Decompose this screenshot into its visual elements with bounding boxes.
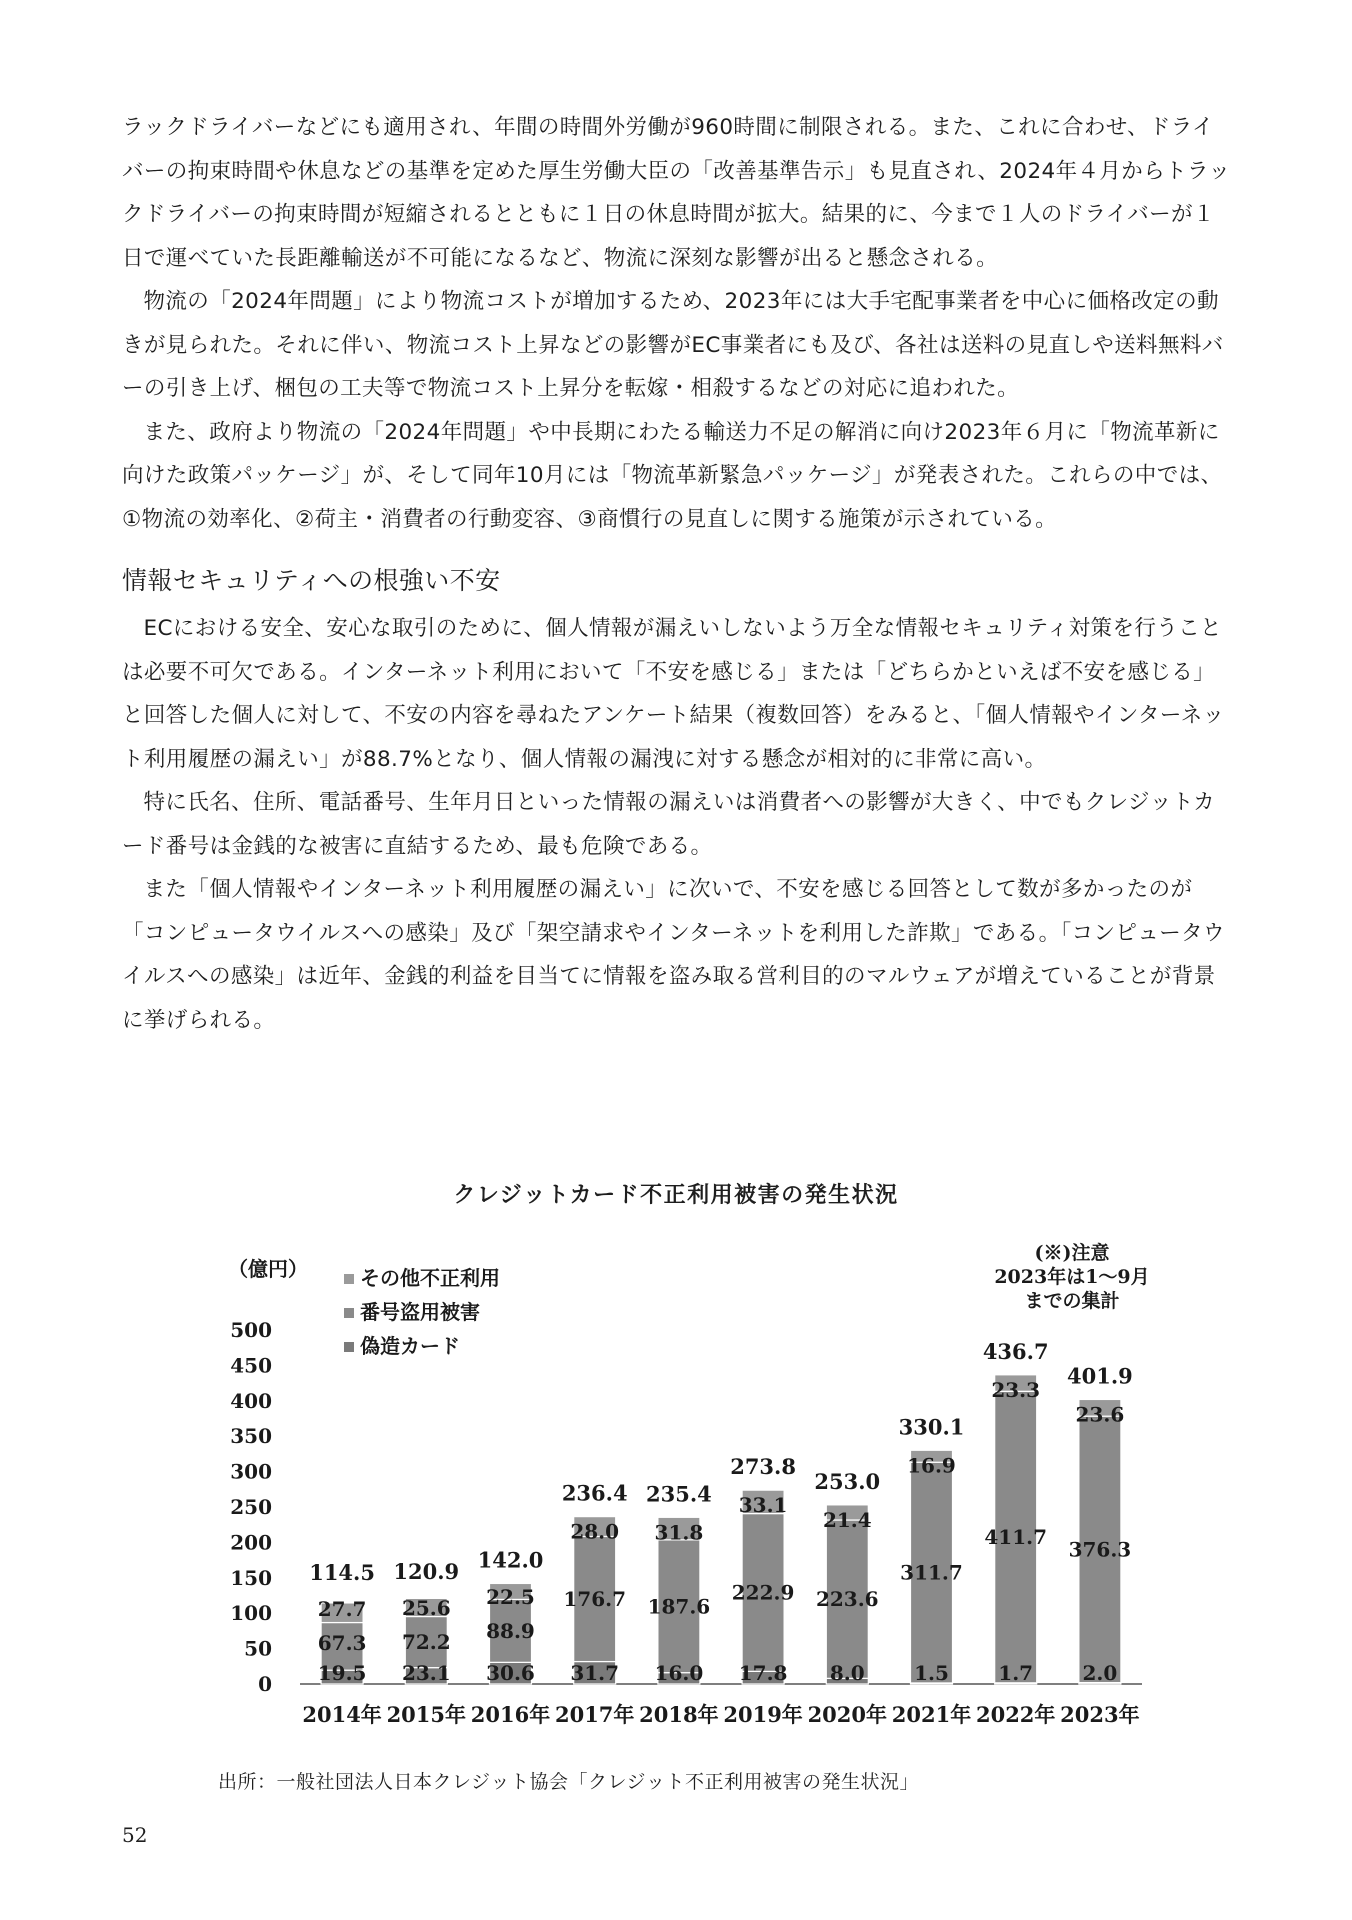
data-label-other: 27.7: [317, 1597, 367, 1621]
x-tick-label: 2023年: [1060, 1702, 1140, 1727]
y-axis-label: （億円）: [228, 1257, 308, 1281]
data-label-forged: 2.0: [1082, 1661, 1118, 1685]
data-label-number-theft: 223.6: [815, 1587, 879, 1612]
data-label-other: 23.3: [991, 1377, 1041, 1402]
data-label-other: 22.5: [486, 1584, 535, 1609]
section-heading: 情報セキュリティへの根強い不安: [122, 566, 501, 595]
data-label-number-theft: 88.9: [486, 1618, 535, 1643]
paragraph-6: また「個人情報やインターネット利用履歴の漏えい」に次いで、不安を感じる回答として数が多かったのが「コンピュータウイルスへの感染」及び「架空請求やインターネットを利用した詐欺」である。「コンピュータウイルスへの感染」は近年、金銭的利益を目当てに情報を盗み取る営利目的のマルウェアが増えていることが背景に挙げられる。: [122, 877, 1225, 1033]
x-tick-label: 2016年: [470, 1702, 551, 1727]
data-label-other: 31.8: [654, 1520, 704, 1545]
data-label-number-theft: 222.9: [731, 1580, 795, 1605]
source-note: 出所：一般社団法人日本クレジット協会「クレジット不正利用被害の発生状況」: [218, 1771, 920, 1793]
data-label-total: 436.7: [982, 1338, 1049, 1364]
y-tick-label: 200: [230, 1530, 272, 1555]
data-label-other: 28.0: [570, 1519, 620, 1544]
data-label-other: 33.1: [738, 1493, 788, 1518]
y-tick-label: 150: [230, 1565, 272, 1590]
x-tick-label: 2018年: [639, 1702, 719, 1727]
chart-note: (※)注意: [1034, 1242, 1110, 1264]
legend-label: 偽造カード: [360, 1334, 460, 1358]
data-label-total: 120.9: [393, 1559, 460, 1585]
y-tick-label: 500: [230, 1318, 272, 1342]
data-label-number-theft: 67.3: [317, 1631, 367, 1655]
data-label-number-theft: 176.7: [563, 1587, 627, 1612]
data-label-number-theft: 311.7: [900, 1560, 963, 1585]
data-label-forged: 17.8: [738, 1661, 788, 1685]
x-tick-label: 2021年: [891, 1702, 972, 1727]
data-label-total: 330.1: [898, 1414, 965, 1440]
data-label-number-theft: 72.2: [401, 1630, 451, 1655]
legend-label: 番号盗用被害: [360, 1300, 480, 1324]
chart-title: クレジットカード不正利用被害の発生状況: [453, 1183, 899, 1208]
paragraph-3: また、政府より物流の「2024年問題」や中長期にわたる輸送力不足の解消に向け2023年６月に「物流革新に向けた政策パッケージ」が、そして同年10月には「物流革新緊急パッケージ」が発表された。これらの中では、①物流の効率化、②荷主・消費者の行動変容、③商慣行の見直しに関する施策が示されている。: [122, 419, 1223, 532]
data-label-other: 21.4: [822, 1507, 872, 1532]
x-tick-label: 2019年: [723, 1702, 803, 1727]
data-label-forged: 1.5: [914, 1661, 949, 1685]
paragraph-4: ECにおける安全、安心な取引のために、個人情報が漏えいしないよう万全な情報セキュリティ対策を行うことは必要不可欠である。インターネット利用において「不安を感じる」または「どちらかといえば不安を感じる」と回答した個人に対して、不安の内容を尋ねたアンケート結果（複数回答）をみると、「個人情報やインターネット利用履歴の漏えい」が88.7%となり、個人情報の漏洩に対する懸念が相対的に非常に高い。: [122, 616, 1225, 772]
x-tick-label: 2014年: [302, 1702, 382, 1727]
data-label-forged: 30.6: [486, 1661, 535, 1685]
data-label-total: 273.8: [730, 1454, 796, 1480]
y-tick-label: 350: [230, 1424, 272, 1449]
x-tick-label: 2022年: [975, 1702, 1056, 1727]
y-tick-label: 0: [258, 1672, 272, 1696]
y-tick-label: 450: [230, 1353, 272, 1378]
data-label-other: 23.6: [1075, 1402, 1125, 1427]
data-label-total: 253.0: [814, 1468, 881, 1494]
y-tick-label: 400: [230, 1388, 272, 1413]
legend-swatch: [344, 1342, 354, 1352]
data-label-total: 235.4: [646, 1481, 712, 1507]
legend-swatch: [344, 1274, 354, 1284]
chart-note: 2023年は1～9月: [994, 1266, 1150, 1288]
x-tick-label: 2015年: [386, 1702, 467, 1727]
data-label-number-theft: 411.7: [984, 1525, 1048, 1550]
data-label-other: 25.6: [401, 1596, 451, 1621]
y-tick-label: 300: [230, 1459, 272, 1484]
data-label-forged: 31.7: [570, 1661, 620, 1685]
data-label-forged: 1.7: [998, 1661, 1034, 1685]
data-label-other: 16.9: [907, 1453, 956, 1478]
y-tick-label: 100: [230, 1601, 272, 1626]
x-tick-label: 2020年: [807, 1702, 888, 1727]
data-label-total: 142.0: [477, 1547, 544, 1573]
y-tick-label: 250: [230, 1495, 272, 1519]
data-label-forged: 23.1: [401, 1661, 451, 1685]
data-label-forged: 8.0: [829, 1661, 865, 1685]
data-label-forged: 16.0: [654, 1661, 704, 1685]
legend-label: その他不正利用: [360, 1266, 500, 1290]
data-label-number-theft: 376.3: [1068, 1537, 1132, 1562]
paragraph-1: ラックドライバーなどにも適用され、年間の時間外労働が960時間に制限される。また、これに合わせ、ドライバーの拘束時間や休息などの基準を定めた厚生労働大臣の「改善基準告示」も見直され、2024年４月からトラックドライバーの拘束時間が短縮されるとともに１日の休息時間が拡大。結果的に、今まで１人のドライバーが１日で運べていた長距離輸送が不可能になるなど、物流に深刻な影響が出ると懸念される。: [122, 115, 1231, 271]
legend-swatch: [344, 1308, 354, 1318]
y-tick-label: 50: [244, 1636, 272, 1661]
chart-note: までの集計: [1024, 1290, 1120, 1312]
data-label-total: 236.4: [561, 1480, 628, 1506]
data-label-number-theft: 187.6: [647, 1594, 711, 1619]
data-label-total: 401.9: [1067, 1363, 1133, 1389]
x-tick-label: 2017年: [554, 1702, 635, 1727]
paragraph-5: 特に氏名、住所、電話番号、生年月日といった情報の漏えいは消費者への影響が大きく、中でもクレジットカード番号は金銭的な被害に直結するため、最も危険である。: [122, 790, 1215, 859]
paragraph-2: 物流の「2024年問題」により物流コストが増加するため、2023年には大手宅配事業者を中心に価格改定の動きが見られた。それに伴い、物流コスト上昇などの影響がEC事業者にも及び、各社は送料の見直しや送料無料バーの引き上げ、梱包の工夫等で物流コスト上昇分を転嫁・相殺するなどの対応に追われた。: [122, 289, 1224, 401]
data-label-forged: 19.5: [317, 1661, 367, 1685]
page-number: 52: [122, 1823, 148, 1847]
data-label-total: 114.5: [309, 1560, 375, 1585]
